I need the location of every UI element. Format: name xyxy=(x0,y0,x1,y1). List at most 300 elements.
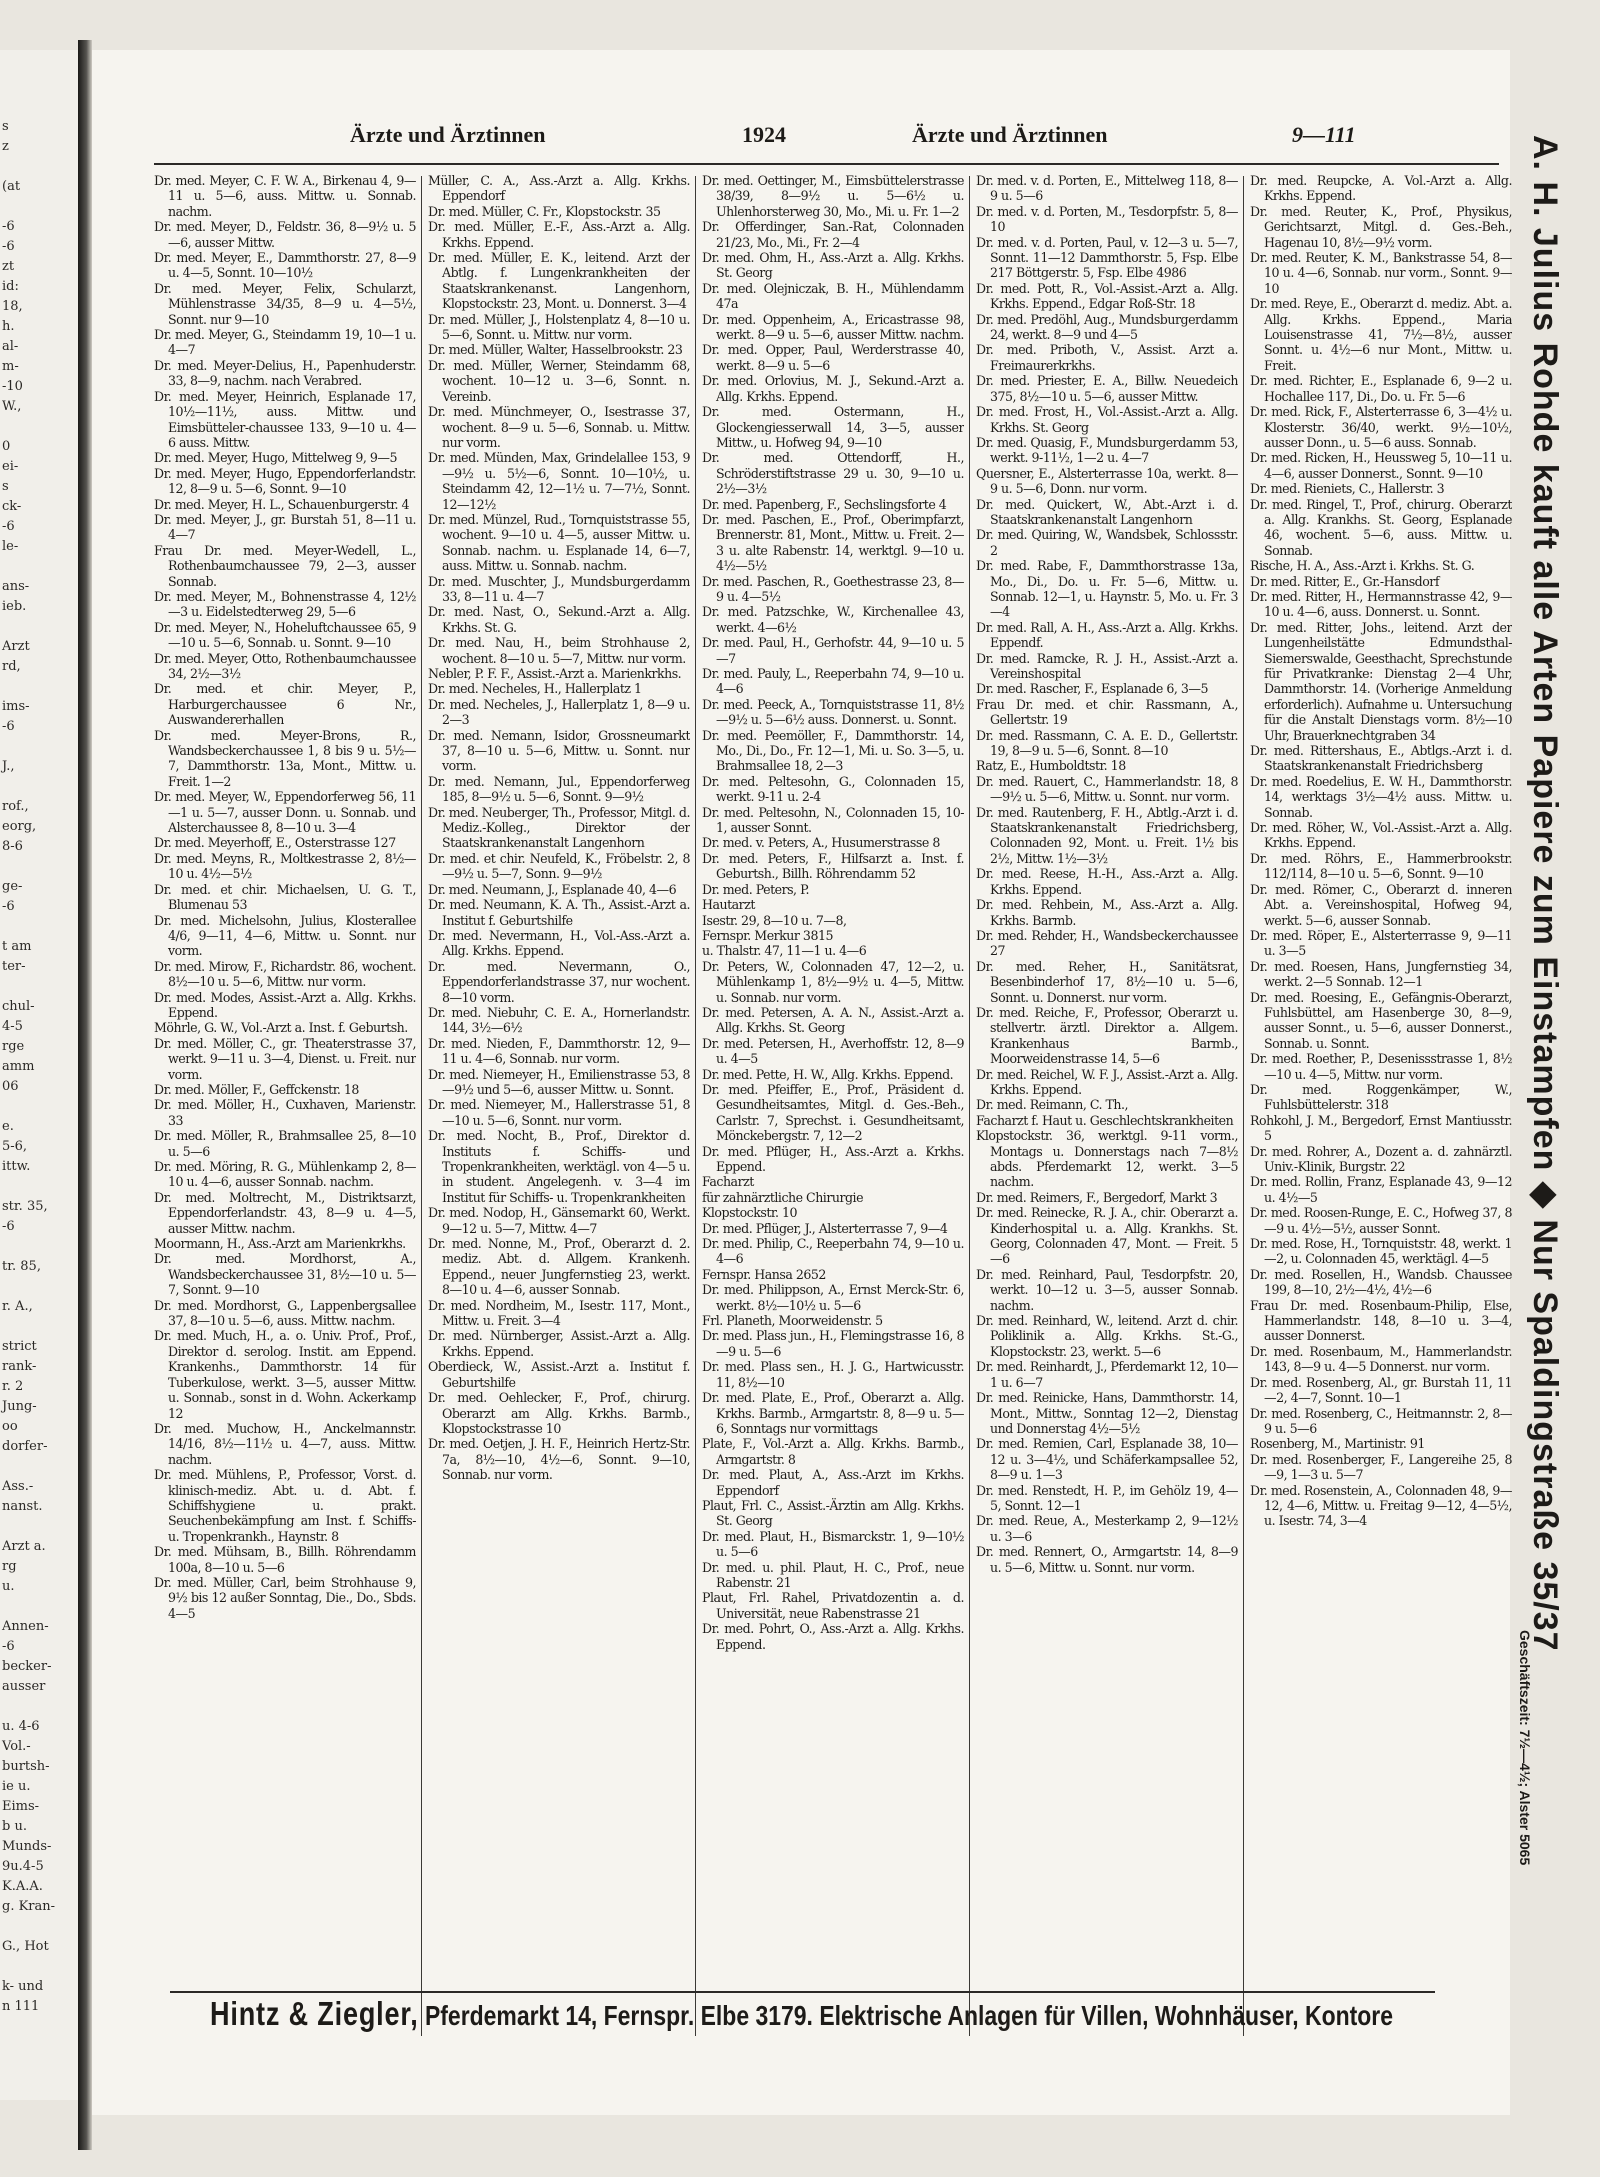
directory-entry: Dr. med. Rosenberg, C., Heitmannstr. 2, 8—9 u. 5—6 xyxy=(1250,1405,1512,1436)
directory-entry: Dr. med. Nemann, Isidor, Grossneumarkt 37, 8—10 u. 5—6, Mittw. u. Sonnt. nur vorm. xyxy=(428,727,690,774)
directory-entry: Dr. med. Priester, E. A., Billw. Neuedeich 375, 8½—10 u. 5—6, ausser Mittw. xyxy=(976,373,1238,404)
directory-entry: Dr. med. Rehbein, M., Ass.-Arzt a. Allg. Krkhs. Barmb. xyxy=(976,897,1238,928)
directory-entry: Dr. med. Quiring, W., Wandsbek, Schlossstr. 2 xyxy=(976,527,1238,558)
previous-page-fragment: r. A., xyxy=(2,1299,33,1314)
directory-entry: Dr. med. Rosenstein, A., Colonnaden 48, 9—12, 4—6, Mittw. u. Freitag 9—12, 4—5½, u. Isestr. 74, 3—4 xyxy=(1250,1482,1512,1529)
previous-page-fragment: Annen- xyxy=(2,1619,49,1634)
directory-entry: Dr. med. Roesing, E., Gefängnis-Oberarzt, Fuhlsbüttel, am Hasenberge 30, 8—9, ausser Sonnt., u. 5—6, ausser Donnerst., Sonnab. u. Sonnt. xyxy=(1250,989,1512,1051)
directory-entry: Dr. med. Rose, H., Tornquiststr. 48, werkt. 1—2, u. Colonnaden 45, werktägl. 4—5 xyxy=(1250,1236,1512,1267)
previous-page-fragment: str. 35, xyxy=(2,1199,48,1214)
directory-entry: Dr. med. Rollin, Franz, Esplanade 43, 9—12 u. 4½—5 xyxy=(1250,1174,1512,1205)
directory-entry: Dr. med. Meyer, J., gr. Burstah 51, 8—11 u. 4—7 xyxy=(154,511,416,543)
column-2 xyxy=(428,173,690,2048)
directory-entry: Dr. med. Reiche, F., Professor, Oberarzt u. stellvertr. ärztl. Direktor a. Allgem. Krankenhaus Barmb., Moorweidenstrasse 14, 5—6 xyxy=(976,1004,1238,1067)
directory-entry: Dr. med. Richter, E., Esplanade 6, 9—2 u. Hochallee 117, Di., Do. u. Fr. 5—6 xyxy=(1250,373,1512,404)
directory-entry: Isestr. 29, 8—10 u. 7—8, xyxy=(702,912,847,928)
directory-entry: Dr. med. Rehder, H., Wandsbeckerchaussee 27 xyxy=(976,927,1238,959)
directory-entry: Dr. med. Peltesohn, N., Colonnaden 15, 10-1, ausser Sonnt. xyxy=(702,804,964,836)
previous-page-fragment: t am xyxy=(2,939,32,954)
previous-page-fragment: ei- xyxy=(2,459,19,474)
previous-page-fragment: 9u.4-5 xyxy=(2,1859,44,1874)
directory-entry: Dr. med. Oppenheim, A., Ericastrasse 98, werkt. 8—9 u. 5—6, ausser Mittw. nachm. xyxy=(702,311,964,343)
directory-entry: Dr. med. et chir. Neufeld, K., Fröbelstr. 2, 8—9½ u. 5—7, Sonn. 9—9½ xyxy=(428,850,690,882)
directory-entry: Dr. med. Paschen, R., Goethestrasse 23, 8—9 u. 4—5½ xyxy=(702,573,964,604)
directory-entry: Dr. med. Remien, Carl, Esplanade 38, 10—12 u. 3—4½, und Schäferkampsallee 52, 8—9 u. 1—3 xyxy=(976,1436,1238,1483)
directory-entry: Dr. med. Petersen, A. A. N., Assist.-Arzt a. Allg. Krkhs. St. Georg xyxy=(702,1004,964,1036)
directory-entry: Dr. med. Ramcke, R. J. H., Assist.-Arzt a. Vereinshospital xyxy=(976,650,1238,681)
directory-entry: Dr. med. Nast, O., Sekund.-Arzt a. Allg. Krkhs. St. G. xyxy=(428,604,690,635)
directory-entry: Dr. med. Frost, H., Vol.-Assist.-Arzt a. Allg. Krkhs. St. Georg xyxy=(976,404,1238,435)
directory-entry: Dr. med. v. d. Porten, Paul, v. 12—3 u. 5—7, Sonnt. 11—12 Dammthorstr. 5, Fsp. Elbe 217 Böttgerstr. 5, Fsp. Elbe 4986 xyxy=(976,234,1238,281)
directory-entry: Dr. med. Rabe, F., Dammthorstrasse 13a, Mo., Di., Do. u. Fr. 5—6, Mittw. u. Sonnab. 12—1, u. Haynstr. 5, Mo. u. Fr. 3—4 xyxy=(976,558,1238,620)
directory-entry: Dr. med. Niemeyer, H., Emilienstrasse 53, 8—9½ und 5—6, ausser Mittw. u. Sonnt. xyxy=(428,1066,690,1097)
directory-entry: Dr. med. Reichel, W. F. J., Assist.-Arzt a. Allg. Krkhs. Eppend. xyxy=(976,1066,1238,1097)
directory-entry: Dr. med. Reher, H., Sanitätsrat, Besenbinderhof 17, 8½—10 u. 5—6, Sonnt. u. Donnerst. nur vorm. xyxy=(976,958,1238,1005)
directory-entry: Dr. med. v. d. Porten, M., Tesdorpfstr. 5, 8—10 xyxy=(976,203,1238,235)
directory-entry: Dr. med. Meyer, W., Eppendorferweg 56, 11—1 u. 5—7, ausser Donn. u. Sonnab. und Alsterchaussee 8, 8—10 u. 3—4 xyxy=(154,789,416,836)
previous-page-fragment: oo xyxy=(2,1419,18,1434)
previous-page-fragment: 8-6 xyxy=(2,839,23,854)
directory-entry: Dr. med. Müller, Werner, Steindamm 68, wochent. 10—12 u. 3—6, Sonnt. n. Vereinb. xyxy=(428,357,690,404)
directory-entry: Dr. med. Necheles, J., Hallerplatz 1, 8—9 u. 2—3 xyxy=(428,696,690,728)
previous-page-fragment: eorg, xyxy=(2,819,37,834)
directory-entry: Dr. med. Reupcke, A. Vol.-Arzt a. Allg. Krkhs. Eppend. xyxy=(1250,173,1512,204)
directory-entry: Dr. med. Much, H., a. o. Univ. Prof., Prof., Direktor d. serolog. Instit. am Eppend. Krankenhs., Dammthorstr. 14 für Tuberkulose, werkt. 3—5, ausser Mittw. u. Sonnab., sonst in d. Wohn. Ackerkamp 12 xyxy=(154,1328,416,1421)
previous-page-fragment: rge xyxy=(2,1039,25,1054)
directory-entry: Dr. med. Paschen, E., Prof., Oberimpfarzt, Brennerstr. 81, Mont., Mittw. u. Freit. 2—3 u. alte Rabenstr. 14, werktgl. 9—10 u. 4½—5½ xyxy=(702,511,964,574)
page-number: 9—111 xyxy=(1292,122,1356,147)
previous-page-fragment: 0 xyxy=(2,439,11,454)
column-rule xyxy=(695,176,696,2036)
previous-page-fragment: b u. xyxy=(2,1819,27,1834)
directory-entry: Dr. med. Möller, R., Brahmsallee 25, 8—10 u. 5—6 xyxy=(154,1128,416,1159)
directory-entry: Müller, C. A., Ass.-Arzt a. Allg. Krkhs. Eppendorf xyxy=(428,173,690,204)
previous-page-fragment: tr. 85, xyxy=(2,1259,41,1274)
directory-entry: Dr. med. Reinhard, Paul, Tesdorpfstr. 20, werkt. 10—12 u. 3—5, ausser Sonnab. nachm. xyxy=(976,1266,1238,1313)
previous-page-fragment: al- xyxy=(2,339,19,354)
directory-entry: Dr. med. Muchow, H., Anckelmannstr. 14/16, 8½—11½ u. 4—7, auss. Mittw. nachm. xyxy=(154,1420,416,1467)
previous-page-edge xyxy=(0,50,83,2100)
previous-page-fragment: 4-5 xyxy=(2,1019,23,1034)
directory-entry: Dr. med. Meyer-Delius, H., Papenhuderstr. 33, 8—9, nachm. nach Verabred. xyxy=(154,357,416,389)
directory-entry: Facharzt xyxy=(702,1174,754,1190)
previous-page-fragment: burtsh- xyxy=(2,1759,50,1774)
directory-entry: Dr. med. Nevermann, H., Vol.-Ass.-Arzt a. Allg. Krkhs. Eppend. xyxy=(428,927,690,959)
directory-entry: Plate, F., Vol.-Arzt a. Allg. Krkhs. Barmb., Armgartstr. 8 xyxy=(702,1436,964,1467)
directory-entry: Dr. med. Plass sen., H. J. G., Hartwicusstr. 11, 8½—10 xyxy=(702,1359,964,1390)
column-4 xyxy=(976,173,1238,2048)
previous-page-fragment: n 111 xyxy=(2,1999,40,2014)
directory-entry: Dr. med. Ostermann, H., Glockengiesserwall 14, 3—5, ausser Mittw., u. Hofweg 94, 9—10 xyxy=(702,404,964,450)
directory-entry: Dr. med. Reinicke, Hans, Dammthorstr. 14, Mont., Mittw., Sonntag 12—2, Dienstag und Donnerstag 4½—5½ xyxy=(976,1390,1238,1436)
directory-entry: Nebler, P. F. F., Assist.-Arzt a. Marienkrkhs. xyxy=(428,666,682,681)
directory-entry: Dr. med. Quasig, F., Mundsburgerdamm 53, werkt. 9-11½, 1—2 u. 4—7 xyxy=(976,434,1238,466)
directory-entry: Dr. med. Meyer, N., Hoheluftchaussee 65, 9—10 u. 5—6, Sonnab. u. Sonnt. 9—10 xyxy=(154,619,416,651)
directory-entry: Dr. med. et chir. Michaelsen, U. G. T., Blumenau 53 xyxy=(154,881,416,913)
directory-entry: Frau Dr. med. Rosenbaum-Philip, Else, Hammerlandstr. 148, 8—10 u. 3—4, ausser Donnerst. xyxy=(1250,1297,1512,1344)
directory-entry: Dr. med. Münzel, Rud., Tornquiststrasse 55, wochent. 9—10 u. 4—5, ausser Mittw. u. Sonnab. nachm. u. Esplanade 14, 6—7, auss. Mittw. u. Sonnab. nachm. xyxy=(428,511,690,574)
column-rule xyxy=(969,176,970,2036)
directory-entry: u. Thalstr. 47, 11—1 u. 4—6 xyxy=(702,943,867,959)
directory-entry: Dr. med. Müller, C. Fr., Klopstockstr. 35 xyxy=(428,203,661,219)
previous-page-fragment: Vol.- xyxy=(2,1739,31,1754)
directory-entry: Dr. med. Necheles, H., Hallerplatz 1 xyxy=(428,681,642,697)
previous-page-fragment: rof., xyxy=(2,799,29,814)
directory-entry: Dr. med. Nemann, Jul., Eppendorferweg 185, 8—9½ u. 5—6, Sonnt. 9—9½ xyxy=(428,773,690,805)
directory-entry: Frau Dr. med. Meyer-Wedell, L., Rothenbaumchaussee 79, 2—3, ausser Sonnab. xyxy=(154,542,416,589)
footer-ad-firm: Hintz & Ziegler, xyxy=(210,1995,419,2032)
directory-entry: Dr. med. Nieden, F., Dammthorstr. 12, 9—11 u. 4—6, Sonnab. nur vorm. xyxy=(428,1035,690,1067)
directory-entry: Dr. med. Meyer, G., Steindamm 19, 10—1 u. 4—7 xyxy=(154,327,416,358)
directory-entry: Dr. med. Oettinger, M., Eimsbüttelerstrasse 38/39, 8—9½ u. 5—6½ u. Uhlenhorsterweg 30, Mo., Mi. u. Fr. 1—2 xyxy=(702,173,964,219)
previous-page-fragment: s xyxy=(2,119,9,134)
previous-page-fragment: -10 xyxy=(2,379,23,394)
previous-page-fragment: J., xyxy=(2,759,15,774)
directory-entry: Dr. med. Moltrecht, M., Distriktsarzt, Eppendorferlandstr. 43, 8—9 u. 4—5, ausser Mittw. nachm. xyxy=(154,1189,416,1236)
directory-entry: Dr. med. u. phil. Plaut, H. C., Prof., neue Rabenstr. 21 xyxy=(702,1559,964,1590)
directory-entry: Dr. med. Rennert, O., Armgartstr. 14, 8—9 u. 5—6, Mittw. u. Sonnt. nur vorm. xyxy=(976,1544,1238,1575)
directory-entry: Dr. med. Oetjen, J. H. F., Heinrich Hertz-Str. 7a, 8½—10, 4½—6, Sonnt. 9—10, Sonnab. nur vorm. xyxy=(428,1436,690,1483)
directory-entry: Dr. med. Reuter, K., Prof., Physikus, Gerichtsarzt, Mitgl. d. Ges.-Beh., Hagenau 10, 8½—9½ vorm. xyxy=(1250,203,1512,250)
header-right-title: Ärzte und Ärztinnen xyxy=(912,122,1108,147)
directory-entry: Dr. med. Nordheim, M., Isestr. 117, Mont., Mittw. u. Freit. 3—4 xyxy=(428,1297,690,1329)
previous-page-fragment: ims- xyxy=(2,699,30,714)
previous-page-fragment: zt xyxy=(2,259,15,274)
directory-entry: Dr. med. Ritter, H., Hermannstrasse 42, 9—10 u. 4—6, auss. Donnerst. u. Sonnt. xyxy=(1250,588,1512,620)
directory-entry: Dr. med. Rosellen, H., Wandsb. Chaussee 199, 8—10, 2½—4½, 4½—6 xyxy=(1250,1266,1512,1298)
directory-entry: Dr. med. Müller, E.-F., Ass.-Arzt a. Allg. Krkhs. Eppend. xyxy=(428,219,690,250)
directory-entry: Dr. med. Papenberg, F., Sechslingsforte 4 xyxy=(702,496,947,512)
directory-entry: Dr. med. Paul, H., Gerhofstr. 44, 9—10 u. 5—7 xyxy=(702,635,964,666)
directory-entry: Dr. med. Predöhl, Aug., Mundsburgerdamm 24, werkt. 8—9 und 4—5 xyxy=(976,311,1238,343)
directory-entry: Dr. med. Rosenberger, F., Langereihe 25, 8—9, 1—3 u. 5—7 xyxy=(1250,1451,1512,1483)
directory-entry: Dr. med. Rascher, F., Esplanade 6, 3—5 xyxy=(976,681,1209,697)
directory-entry: Dr. Offerdinger, San.-Rat, Colonnaden 21/23, Mo., Mi., Fr. 2—4 xyxy=(702,219,964,250)
directory-entry: Dr. med. Oehlecker, F., Prof., chirurg. Oberarzt am Allg. Krkhs. Barmb., Klopstockstrasse 10 xyxy=(428,1390,690,1436)
directory-entry: Dr. med. Münchmeyer, O., Isestrasse 37, wochent. 8—9 u. 5—6, Sonnab. u. Mittw. nur vorm. xyxy=(428,404,690,450)
previous-page-fragment: z xyxy=(2,139,9,154)
directory-entry: Dr. med. Plass jun., H., Flemingstrasse 16, 8—9 u. 5—6 xyxy=(702,1328,964,1359)
header-left-title: Ärzte und Ärztinnen xyxy=(350,122,546,147)
directory-entry: Quersner, E., Alsterterrasse 10a, werkt. 8—9 u. 5—6, Donn. nur vorm. xyxy=(976,465,1238,497)
side-ad-text: A. H. Julius Rohde kauft alle Arten Papiere zum Einstampfen ◆ Nur Spaldingstraße 35/37 xyxy=(1526,135,1564,1652)
previous-page-fragment: 06 xyxy=(2,1079,19,1094)
column-rule xyxy=(421,176,422,2036)
directory-entry: Dr. med. Philippson, A., Ernst Merck-Str. 6, werkt. 8½—10½ u. 5—6 xyxy=(702,1282,964,1313)
previous-page-fragment: -6 xyxy=(2,219,15,234)
directory-entry: Dr. med. Meyer, Otto, Rothenbaumchaussee 34, 2½—3½ xyxy=(154,650,416,681)
directory-entry: Dr. med. Reimers, F., Bergedorf, Markt 3 xyxy=(976,1189,1218,1205)
directory-entry: Dr. med. Ottendorff, H., Schröderstiftstrasse 29 u. 30, 9—10 u. 2½—3½ xyxy=(702,450,964,497)
previous-page-fragment: dorfer- xyxy=(2,1439,48,1454)
directory-entry: Dr. med. Nürnberger, Assist.-Arzt a. Allg. Krkhs. Eppend. xyxy=(428,1328,690,1359)
directory-entry: Dr. med. Nocht, B., Prof., Direktor d. Instituts f. Schiffs- und Tropenkrankheiten, werktägl. von 4—5 u. in student. Angelegenh. v. 3—4 im Institut für Schiffs- u. Tropenkrankheiten xyxy=(428,1128,690,1205)
directory-entry: Dr. med. Möller, H., Cuxhaven, Marienstr. 33 xyxy=(154,1097,416,1128)
directory-columns xyxy=(154,173,1512,2048)
directory-entry: Dr. med. Nonne, M., Prof., Oberarzt d. 2. mediz. Abt. d. Allgem. Krankenh. Eppend., neuer Jungfernstieg 23, werkt. 8—10 u. 4—6, ausser Sonnab. xyxy=(428,1236,690,1298)
directory-entry: Dr. med. Rosenbaum, M., Hammerlandstr. 143, 8—9 u. 4—5 Donnerst. nur vorm. xyxy=(1250,1343,1512,1375)
directory-entry: Dr. med. Olejniczak, B. H., Mühlendamm 47a xyxy=(702,280,964,312)
previous-page-fragment: -6 xyxy=(2,1639,15,1654)
previous-page-fragment: 18, xyxy=(2,299,23,314)
directory-entry: Dr. med. Möller, F., Geffckenstr. 18 xyxy=(154,1081,359,1097)
directory-entry: Dr. med. Rauert, C., Hammerlandstr. 18, 8—9½ u. 5—6, Mittw. u. Sonnt. nur vorm. xyxy=(976,773,1238,805)
directory-entry: Dr. med. Peeck, A., Tornquiststrasse 11, 8½—9½ u. 5—6½ auss. Donnerst. u. Sonnt. xyxy=(702,696,964,728)
directory-entry: Dr. med. Meyerhoff, E., Osterstrasse 127 xyxy=(154,835,396,851)
directory-entry: Dr. med. Mühsam, B., Billh. Röhrendamm 100a, 8—10 u. 5—6 xyxy=(154,1544,416,1575)
directory-entry: Dr. med. Pohrt, O., Ass.-Arzt a. Allg. Krkhs. Eppend. xyxy=(702,1621,964,1652)
previous-page-fragment: s xyxy=(2,479,9,494)
previous-page-fragment: ieb. xyxy=(2,599,27,614)
directory-entry: Dr. med. Möring, R. G., Mühlenkamp 2, 8—10 u. 4—6, ausser Sonnab. nachm. xyxy=(154,1159,416,1190)
previous-page-fragment: -6 xyxy=(2,899,15,914)
directory-entry: Dr. med. Pflüger, H., Ass.-Arzt a. Krkhs. Eppend. xyxy=(702,1143,964,1174)
directory-entry: Dr. med. Nevermann, O., Eppendorferlandstrasse 37, nur wochent. 8—10 vorm. xyxy=(428,958,690,1005)
directory-entry: Dr. med. Möller, C., gr. Theaterstrasse 37, werkt. 9—11 u. 3—4, Dienst. u. Freit. nur vorm. xyxy=(154,1035,416,1082)
previous-page-fragment: chul- xyxy=(2,999,35,1014)
directory-entry: Dr. med. Röher, W., Vol.-Assist.-Arzt a. Allg. Krkhs. Eppend. xyxy=(1250,820,1512,851)
directory-entry: Dr. med. Rassmann, C. A. E. D., Gellertstr. 19, 8—9 u. 5—6, Sonnt. 8—10 xyxy=(976,727,1238,759)
directory-entry: Dr. med. Roether, P., Desenissstrasse 1, 8½—10 u. 4—5, Mittw. nur vorm. xyxy=(1250,1051,1512,1082)
directory-entry: Dr. med. Römer, C., Oberarzt d. inneren Abt. a. Vereinshospital, Hofweg 94, werkt. 5—6, ausser Sonnab. xyxy=(1250,881,1512,928)
directory-entry: Dr. med. Niebuhr, C. E. A., Hornerlandstr. 144, 3½—6½ xyxy=(428,1004,690,1036)
directory-entry: Dr. med. Reinhard, W., leitend. Arzt d. chir. Poliklinik a. Allg. Krkhs. St.-G., Klopstockstr. 23, werkt. 5—6 xyxy=(976,1313,1238,1359)
directory-entry: Dr. med. Plaut, H., Bismarckstr. 1, 9—10½ u. 5—6 xyxy=(702,1528,964,1560)
previous-page-fragment: le- xyxy=(2,539,19,554)
directory-entry: Dr. med. Meyer, M., Bohnenstrasse 4, 12½—3 u. Eidelstedterweg 29, 5—6 xyxy=(154,588,416,620)
directory-entry: Dr. med. Röhrs, E., Hammerbrookstr. 112/114, 8—10 u. 5—6, Sonnt. 9—10 xyxy=(1250,850,1512,882)
directory-entry: Dr. med. Plate, E., Prof., Oberarzt a. Allg. Krkhs. Barmb., Armgartstr. 8, 8—9 u. 5—6, Sonntags nur vormittags xyxy=(702,1390,964,1436)
directory-entry: Dr. med. Pflüger, J., Alsterterrasse 7, 9—4 xyxy=(702,1220,948,1236)
directory-entry: für zahnärztliche Chirurgie xyxy=(702,1189,864,1205)
previous-page-fragment: h. xyxy=(2,319,15,334)
directory-entry: Dr. med. Müller, E. K., leitend. Arzt der Abtlg. f. Lungenkrankheiten der Staatskrankenanst. Langenhorn, Klopstockstr. 23, Mont. u. Donnerst. 3—4 xyxy=(428,250,690,312)
directory-entry: Fernspr. Hansa 2652 xyxy=(702,1266,826,1282)
previous-page-fragment: W., xyxy=(2,399,22,414)
directory-entry: Dr. med. Peters, P. xyxy=(702,881,809,897)
directory-entry: Dr. med. Rall, A. H., Ass.-Arzt a. Allg. Krkhs. Eppendf. xyxy=(976,619,1238,651)
previous-page-fragment: K.A.A. xyxy=(2,1879,43,1894)
directory-entry: Dr. med. Rittershaus, E., Abtlgs.-Arzt i. d. Staatskrankenanstalt Friedrichsberg xyxy=(1250,743,1512,774)
directory-entry: Dr. med. v. d. Porten, E., Mittelweg 118, 8—9 u. 5—6 xyxy=(976,173,1238,204)
directory-entry: Dr. med. Orlovius, M. J., Sekund.-Arzt a. Allg. Krkhs. Eppend. xyxy=(702,373,964,404)
directory-entry: Dr. med. Neumann, J., Esplanade 40, 4—6 xyxy=(428,881,677,897)
directory-entry: Dr. med. Neumann, K. A. Th., Assist.-Arzt a. Institut f. Geburtshilfe xyxy=(428,897,690,928)
directory-entry: Dr. med. Peltesohn, G., Colonnaden 15, werkt. 9-11 u. 2-4 xyxy=(702,773,964,805)
previous-page-fragment: Jung- xyxy=(2,1399,37,1414)
directory-entry: Dr. med. Meyer, H. L., Schauenburgerstr. 4 xyxy=(154,496,410,512)
directory-entry: Plaut, Frl. C., Assist.-Ärztin am Allg. Krkhs. St. Georg xyxy=(702,1497,964,1529)
column-1 xyxy=(154,173,416,2048)
directory-entry: Dr. med. et chir. Meyer, P., Harburgerchaussee 6 Nr., Auswandererhallen xyxy=(154,681,416,728)
column-rule xyxy=(1243,176,1244,2036)
directory-entry: Dr. med. Nodop, H., Gänsemarkt 60, Werkt. 9—12 u. 5—7, Mittw. 4—7 xyxy=(428,1205,690,1236)
previous-page-fragment: u. 4-6 xyxy=(2,1719,40,1734)
previous-page-fragment: Arzt a. xyxy=(2,1539,46,1554)
previous-page-fragment: Munds- xyxy=(2,1839,52,1854)
directory-entry: Dr. med. Reinecke, R. J. A., chir. Oberarzt a. Kinderhospital u. a. Allg. Krankhs. St. Georg, Colonnaden 47, Mont. — Freit. 5—6 xyxy=(976,1205,1238,1267)
directory-entry: Hautarzt xyxy=(702,897,755,913)
directory-entry: Dr. med. Müller, Walter, Hasselbrookstr. 23 xyxy=(428,342,683,358)
directory-entry: Dr. med. Roggenkämper, W., Fuhlsbüttelerstr. 318 xyxy=(1250,1081,1512,1113)
directory-entry: Dr. med. Reuter, K. M., Bankstrasse 54, 8—10 u. 4—6, Sonnab. nur vorm., Sonnt. 9—10 xyxy=(1250,250,1512,296)
previous-page-fragment: rg xyxy=(2,1559,17,1574)
previous-page-fragment: rank- xyxy=(2,1359,37,1374)
directory-page xyxy=(92,50,1510,2115)
directory-entry: Dr. med. Mordhorst, A., Wandsbeckerchaussee 31, 8½—10 u. 5—7, Sonnt. 9—10 xyxy=(154,1251,416,1298)
directory-entry: Dr. med. Philip, C., Reeperbahn 74, 9—10 u. 4—6 xyxy=(702,1236,964,1267)
footer-ad-text: Pferdemarkt 14, Fernspr. Elbe 3179. Elektrische Anlagen für Villen, Wohnhäuser, Kontore xyxy=(424,2000,1394,2031)
directory-entry: Dr. med. Pauly, L., Reeperbahn 74, 9—10 u. 4—6 xyxy=(702,666,964,697)
previous-page-fragment: ie u. xyxy=(2,1779,31,1794)
directory-entry: Dr. med. Modes, Assist.-Arzt a. Allg. Krkhs. Eppend. xyxy=(154,989,416,1020)
directory-entry: Dr. med. Priboth, V., Assist. Arzt a. Freimaurerkrkhs. xyxy=(976,342,1238,373)
header-rule xyxy=(154,163,1499,165)
directory-entry: Klopstockstr. 36, werktgl. 9-11 vorm., Montags u. Donnerstags nach 7—8½ abds. Pferdemarkt 12, werkt. 3—5 nachm. xyxy=(976,1128,1238,1190)
side-advertisement xyxy=(1505,135,1585,1990)
directory-entry: Dr. med. v. Peters, A., Husumerstrasse 8 xyxy=(702,835,940,851)
previous-page-fragment: r. 2 xyxy=(2,1379,24,1394)
directory-entry: Dr. med. Petersen, H., Averhoffstr. 12, 8—9 u. 4—5 xyxy=(702,1035,964,1067)
directory-entry: Dr. med. Pette, H. W., Allg. Krkhs. Eppend. xyxy=(702,1066,954,1082)
directory-entry: Dr. med. Müller, J., Holstenplatz 4, 8—10 u. 5—6, Sonnt. u. Mittw. nur vorm. xyxy=(428,311,690,343)
directory-entry: Dr. med. Peters, F., Hilfsarzt a. Inst. f. Geburtsh., Billh. Röhrendamm 52 xyxy=(702,850,964,882)
previous-page-fragment: 5-6, xyxy=(2,1139,28,1154)
directory-entry: Dr. med. Michelsohn, Julius, Klosterallee 4/6, 9—11, 4—6, Mittw. u. Sonnt. nur vorm. xyxy=(154,912,416,959)
directory-entry: Dr. med. Meyer, Hugo, Mittelweg 9, 9—5 xyxy=(154,450,397,466)
footer-rule xyxy=(170,1991,1435,1993)
previous-page-fragment: Ass.- xyxy=(2,1479,34,1494)
side-ad-hours: Geschäftszeit: 7½—4½; Alster 5065 xyxy=(1517,1630,1533,1866)
directory-entry: Rische, H. A., Ass.-Arzt i. Krkhs. St. G. xyxy=(1250,558,1475,574)
directory-entry: Dr. med. Renstedt, H. P., im Gehölz 19, 4—5, Sonnt. 12—1 xyxy=(976,1482,1238,1513)
directory-entry: Dr. med. Reye, E., Oberarzt d. mediz. Abt. a. Allg. Krkhs. Eppend., Maria Louisenstrasse 41, 7½—8½, ausser Sonnt. u. 4½—6 nur Mont., Mittw. u. Freit. xyxy=(1250,296,1512,373)
previous-page-fragment: -6 xyxy=(2,519,15,534)
previous-page-fragment: rd, xyxy=(2,659,21,674)
previous-page-fragment: -6 xyxy=(2,719,15,734)
directory-entry: Dr. med. Röper, E., Alsterterrasse 9, 9—11 u. 3—5 xyxy=(1250,927,1512,959)
book-gutter xyxy=(78,40,92,2150)
directory-entry: Plaut, Frl. Rahel, Privatdozentin a. d. Universität, neue Rabenstrasse 21 xyxy=(702,1590,964,1621)
previous-page-fragment: (at xyxy=(2,179,21,194)
footer-advertisement xyxy=(210,1995,1394,2047)
header-year: 1924 xyxy=(742,122,786,147)
directory-entry: Dr. med. Roesen, Hans, Jungfernstieg 34, werkt. 2—5 Sonnab. 12—1 xyxy=(1250,958,1512,990)
previous-page-fragment: -6 xyxy=(2,1219,15,1234)
directory-entry: Dr. med. Mordhorst, G., Lappenbergsallee 37, 8—10 u. 5—6, auss. Mittw. nachm. xyxy=(154,1297,416,1329)
previous-page-fragment: -6 xyxy=(2,239,15,254)
previous-page-fragment: u. xyxy=(2,1579,15,1594)
column-3 xyxy=(702,173,964,2048)
directory-entry: Möhrle, G. W., Vol.-Arzt a. Inst. f. Geburtsh. xyxy=(154,1020,408,1036)
previous-page-fragment: amm xyxy=(2,1059,35,1074)
previous-page-fragment: g. Kran- xyxy=(2,1899,56,1914)
directory-entry: Dr. med. Meyer, Hugo, Eppendorferlandstr. 12, 8—9 u. 5—6, Sonnt. 9—10 xyxy=(154,465,416,497)
directory-entry: Dr. med. Quickert, W., Abt.-Arzt i. d. Staatskrankenanstalt Langenhorn xyxy=(976,496,1238,527)
previous-page-fragment: G., Hot xyxy=(2,1939,49,1954)
directory-entry: Dr. med. Neuberger, Th., Professor, Mitgl. d. Mediz.-Kolleg., Direktor der Staatskrankenanstalt Langenhorn xyxy=(428,804,690,851)
directory-entry: Rohkohl, J. M., Bergedorf, Ernst Mantiusstr. 5 xyxy=(1250,1112,1512,1144)
previous-page-fragment: ans- xyxy=(2,579,30,594)
directory-entry: Dr. med. Pott, R., Vol.-Assist.-Arzt a. Allg. Krkhs. Eppend., Edgar Roß-Str. 18 xyxy=(976,280,1238,312)
running-header xyxy=(92,122,1510,162)
previous-page-fragment: id: xyxy=(2,279,19,294)
directory-entry: Dr. Peters, W., Colonnaden 47, 12—2, u. Mühlenkamp 1, 8½—9½ u. 4—5, Mittw. u. Sonnab. nur vorm. xyxy=(702,958,964,1005)
directory-entry: Dr. med. Rautenberg, F. H., Abtlg.-Arzt i. d. Staatskrankenanstalt Friedrichsberg, Colonnaden 92, Mont. u. Freit. 1½ bis 2½, Mittw. 1½—3½ xyxy=(976,804,1238,866)
directory-entry: Dr. med. Meyer, Heinrich, Esplanade 17, 10½—11½, auss. Mittw. und Eimsbütteler-chaussee 133, 9—10 u. 4—6 auss. Mittw. xyxy=(154,388,416,450)
directory-entry: Dr. med. Ohm, H., Ass.-Arzt a. Allg. Krkhs. St. Georg xyxy=(702,250,964,281)
directory-entry: Dr. med. Reue, A., Mesterkamp 2, 9—12½ u. 3—6 xyxy=(976,1513,1238,1544)
directory-entry: Facharzt f. Haut u. Geschlechtskrankheiten xyxy=(976,1112,1234,1128)
directory-entry: Frl. Planeth, Moorweidenstr. 5 xyxy=(702,1313,883,1329)
directory-entry: Dr. med. Ringel, T., Prof., chirurg. Oberarzt a. Allg. Krankhs. St. Georg, Esplanade 46, wochent. 5—6, auss. Mittw. u. Sonnab. xyxy=(1250,496,1512,558)
previous-page-fragment: ge- xyxy=(2,879,23,894)
directory-entry: Dr. med. Niemeyer, M., Hallerstrasse 51, 8—10 u. 5—6, Sonnt. nur vorm. xyxy=(428,1097,690,1128)
column-5 xyxy=(1250,173,1512,2048)
previous-page-fragment: Eims- xyxy=(2,1799,40,1814)
directory-entry: Dr. med. Roedelius, E. W. H., Dammthorstr. 14, werktags 3½—4½ auss. Mittw. u. Sonnab. xyxy=(1250,773,1512,820)
directory-entry: Fernspr. Merkur 3815 xyxy=(702,927,833,943)
directory-entry: Dr. med. Opper, Paul, Werderstrasse 40, werkt. 8—9 u. 5—6 xyxy=(702,342,964,373)
directory-entry: Dr. med. Reimann, C. Th., xyxy=(976,1097,1129,1113)
directory-entry: Dr. med. Ritter, E., Gr.-Hansdorf xyxy=(1250,573,1439,589)
previous-page-fragment: nanst. xyxy=(2,1499,43,1514)
directory-entry: Dr. med. Meyer, E., Dammthorstr. 27, 8—9 u. 4—5, Sonnt. 10—10½ xyxy=(154,250,416,281)
directory-entry: Dr. med. Meyer, C. F. W. A., Birkenau 4, 9—11 u. 5—6, auss. Mittw. u. Sonnab. nachm. xyxy=(154,173,416,219)
directory-entry: Dr. med. Müller, Carl, beim Strohhause 9, 9½ bis 12 außer Sonntag, Die., Do., Sbds. 4—5 xyxy=(154,1574,416,1621)
directory-entry: Dr. med. Rohrer, A., Dozent a. d. zahnärztl. Univ.-Klinik, Burgstr. 22 xyxy=(1250,1143,1512,1174)
directory-entry: Rosenberg, M., Martinistr. 91 xyxy=(1250,1436,1425,1452)
directory-entry: Dr. med. Pfeiffer, E., Prof., Präsident d. Gesundheitsamtes, Mitgl. d. Ges.-Beh., Carlstr. 7, Sprechst. i. Gesundheitsamt, Mönckebergstr. 7, 12—2 xyxy=(702,1081,964,1144)
directory-entry: Dr. med. Ritter, Johs., leitend. Arzt der Lungenheilstätte Edmundsthal-Siemerswalde, Geesthacht, Sprechstunde für Privatkranke: Dienstag 2—4 Uhr, Dammthorstr. 14. (Vorherige Anmeldung erforderlich). Aufnahme u. Untersuchung für die Anstalt Dienstags vorm. 8½—10 Uhr, Brauerknechtgraben 34 xyxy=(1250,619,1512,743)
directory-entry: Dr. med. Meyer, D., Feldstr. 36, 8—9½ u. 5—6, ausser Mittw. xyxy=(154,219,416,250)
previous-page-fragment: k- und xyxy=(2,1979,44,1994)
directory-entry: Dr. med. Mirow, F., Richardstr. 86, wochent. 8½—10 u. 5—6, Mittw. nur vorm. xyxy=(154,958,416,990)
directory-entry: Dr. med. Rieniets, C., Hallerstr. 3 xyxy=(1250,481,1445,497)
directory-entry: Dr. med. Reese, H.-H., Ass.-Arzt a. Allg. Krkhs. Eppend. xyxy=(976,866,1238,897)
previous-page-fragment: m- xyxy=(2,359,19,374)
directory-entry: Frau Dr. med. et chir. Rassmann, A., Gellertstr. 19 xyxy=(976,696,1238,728)
directory-entry: Dr. med. Ricken, H., Heussweg 5, 10—11 u. 4—6, ausser Donnerst., Sonnt. 9—10 xyxy=(1250,450,1512,481)
directory-entry: Dr. med. Muschter, J., Mundsburgerdamm 33, 8—11 u. 4—7 xyxy=(428,573,690,604)
directory-entry: Dr. med. Meyns, R., Moltkestrasse 2, 8½—10 u. 4½—5½ xyxy=(154,850,416,882)
directory-entry: Dr. med. Roosen-Runge, E. C., Hofweg 37, 8—9 u. 4½—5½, ausser Sonnt. xyxy=(1250,1205,1512,1236)
directory-entry: Klopstockstr. 10 xyxy=(702,1205,798,1221)
directory-entry: Dr. med. Reinhardt, J., Pferdemarkt 12, 10—1 u. 6—7 xyxy=(976,1359,1238,1390)
previous-page-fragment: becker- xyxy=(2,1659,52,1674)
directory-entry: Dr. med. Münden, Max, Grindelallee 153, 9—9½ u. 5½—6, Sonnt. 10—10½, u. Steindamm 42, 12—1½ u. 7—7½, Sonnt. 12—12½ xyxy=(428,450,690,512)
previous-page-fragment: strict xyxy=(2,1339,37,1354)
directory-entry: Dr. med. Patzschke, W., Kirchenallee 43, werkt. 4—6½ xyxy=(702,604,964,635)
previous-page-fragment: ausser xyxy=(2,1679,46,1694)
previous-page-fragment: e. xyxy=(2,1119,14,1134)
previous-page-fragment: ittw. xyxy=(2,1159,31,1174)
directory-entry: Oberdieck, W., Assist.-Arzt a. Institut f. Geburtshilfe xyxy=(428,1359,690,1390)
directory-entry: Dr. med. Rosenberg, Al., gr. Burstah 11, 11—2, 4—7, Sonnt. 10—1 xyxy=(1250,1374,1512,1406)
directory-entry: Ratz, E., Humboldtstr. 18 xyxy=(976,758,1126,774)
directory-entry: Dr. med. Peemöller, F., Dammthorstr. 14, Mo., Di., Do., Fr. 12—1, Mi. u. So. 3—5, u. Brahmsallee 18, 2—3 xyxy=(702,727,964,774)
previous-page-fragment: ter- xyxy=(2,959,26,974)
directory-entry: Dr. med. Mühlens, P., Professor, Vorst. d. klinisch-mediz. Abt. u. d. Abt. f. Schiffshygiene u. prakt. Seuchenbekämpfung am Inst. f. Schiffs- u. Tropenkrankh., Haynstr. 8 xyxy=(154,1467,416,1544)
directory-entry: Moormann, H., Ass.-Arzt am Marienkrkhs. xyxy=(154,1236,406,1252)
directory-entry: Dr. med. Meyer, Felix, Schularzt, Mühlenstrasse 34/35, 8—9 u. 4—5½, Sonnt. nur 9—10 xyxy=(154,280,416,327)
directory-entry: Dr. med. Plaut, A., Ass.-Arzt im Krkhs. Eppendorf xyxy=(702,1467,964,1498)
directory-entry: Dr. med. Rick, F., Alsterterrasse 6, 3—4½ u. Klosterstr. 36/40, werkt. 9½—10½, ausser Donn., u. 5—6 auss. Sonnab. xyxy=(1250,404,1512,450)
previous-page-fragment: ck- xyxy=(2,499,22,514)
previous-page-fragment: Arzt xyxy=(2,639,30,654)
directory-entry: Dr. med. Meyer-Brons, R., Wandsbeckerchaussee 1, 8 bis 9 u. 5½—7, Dammthorstr. 13a, Mont., Mittw. u. Freit. 1—2 xyxy=(154,727,416,789)
directory-entry: Dr. med. Nau, H., beim Strohhause 2, wochent. 8—10 u. 5—7, Mittw. nur vorm. xyxy=(428,635,690,666)
